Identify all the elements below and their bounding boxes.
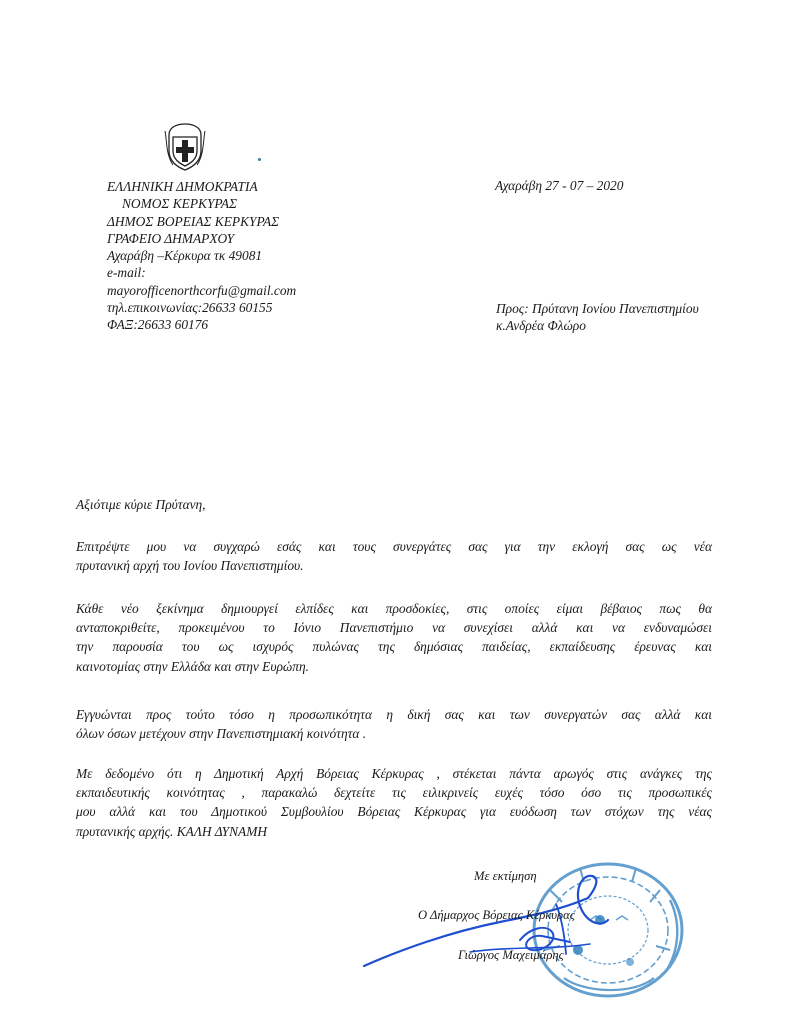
letterhead-phone: τηλ.επικοινωνίας:26633 60155 — [107, 300, 273, 316]
paragraph-line: πρυτανική αρχή του Ιονίου Πανεπιστημίου. — [76, 558, 304, 574]
paragraph-line: εκπαιδευτικής κοινότητας , παρακαλώ δεχτείτε τις ειλικρινείς ευχές τόσο όσο τις προσωπικές — [76, 785, 712, 801]
ink-speck — [258, 158, 261, 161]
letterhead-line: e-mail: — [107, 265, 146, 281]
paragraph-line: καινοτομίας στην Ελλάδα και στην Ευρώπη. — [76, 658, 309, 674]
handwritten-signature — [360, 870, 620, 980]
paragraph-line: μου αλλά και του Δημοτικού Συμβουλίου Βόρειας Κέρκυρας για ευόδωση των στόχων της νέας — [76, 804, 712, 820]
body-paragraph — [76, 764, 712, 841]
letterhead-email: mayorofficenorthcorfu@gmail.com — [107, 282, 297, 298]
salutation: Αξιότιμε κύριε Πρύτανη, — [76, 497, 206, 512]
paragraph-line: την παρουσία του ως ισχυρός πυλώνας της δημόσιας παιδείας, εκπαίδευσης έρευνας και — [76, 639, 712, 655]
recipient-line: Προς: Πρύτανη Ιονίου Πανεπιστημίου — [496, 301, 699, 316]
recipient-block — [496, 300, 699, 335]
paragraph-line: πρυτανικής αρχής. ΚΑΛΗ ΔΥΝΑΜΗ — [76, 823, 268, 839]
recipient-name: κ.Ανδρέα Φλώρο — [496, 318, 586, 334]
letterhead-line: ΓΡΑΦΕΙΟ ΔΗΜΑΡΧΟΥ — [107, 230, 235, 246]
signatory-name: Γιώργος Μαχειμάρης — [458, 948, 564, 962]
paragraph-line: ανταποκριθείτε, προκειμένου το Ιόνιο Πανεπιστήμιο να συνεχίσει αλλά και να ενδυναμώσει — [76, 620, 712, 636]
letterhead-line: ΔΗΜΟΣ ΒΟΡΕΙΑΣ ΚΕΡΚΥΡΑΣ — [107, 213, 280, 229]
body-paragraph — [76, 537, 712, 575]
closing-regards: Με εκτίμηση — [474, 869, 537, 883]
greek-coat-of-arms-icon — [163, 121, 207, 173]
paragraph-line: Επιτρέψτε μου να συγχαρώ εσάς και τους συνεργάτες σας για την εκλογή σας ως νέα — [76, 539, 712, 554]
paragraph-line: Με δεδομένο ότι η Δημοτική Αρχή Βόρειας Κέρκυρας , στέκεται πάντα αρωγός στις ανάγκες της — [76, 766, 712, 781]
paragraph-line: Εγγυώνται προς τούτο τόσο η προσωπικότητα η δική σας και των συνεργατών σας αλλά και — [76, 707, 712, 722]
letterhead-line: ΝΟΜΟΣ ΚΕΡΚΥΡΑΣ — [122, 196, 238, 212]
body-paragraph — [76, 599, 712, 676]
signatory-title: Ο Δήμαρχος Βόρειας Κέρκυρας — [418, 908, 575, 922]
letterhead-sender-block — [107, 178, 296, 334]
letterhead-fax: ΦΑΞ:26633 60176 — [107, 317, 209, 333]
letterhead-line: ΕΛΛΗΝΙΚΗ ΔΗΜΟΚΡΑΤΙΑ — [107, 179, 258, 194]
paragraph-line: όλων όσων μετέχουν στην Πανεπιστημιακή κοινότητα . — [76, 726, 367, 742]
letter-date: Αχαράβη 27 - 07 – 2020 — [495, 178, 624, 193]
body-paragraph — [76, 705, 712, 743]
paragraph-line: Κάθε νέο ξεκίνημα δημιουργεί ελπίδες και προσδοκίες, στις οποίες είμαι βέβαιος πως θα — [76, 601, 712, 616]
letterhead-line: Αχαράβη –Κέρκυρα τκ 49081 — [107, 248, 263, 264]
